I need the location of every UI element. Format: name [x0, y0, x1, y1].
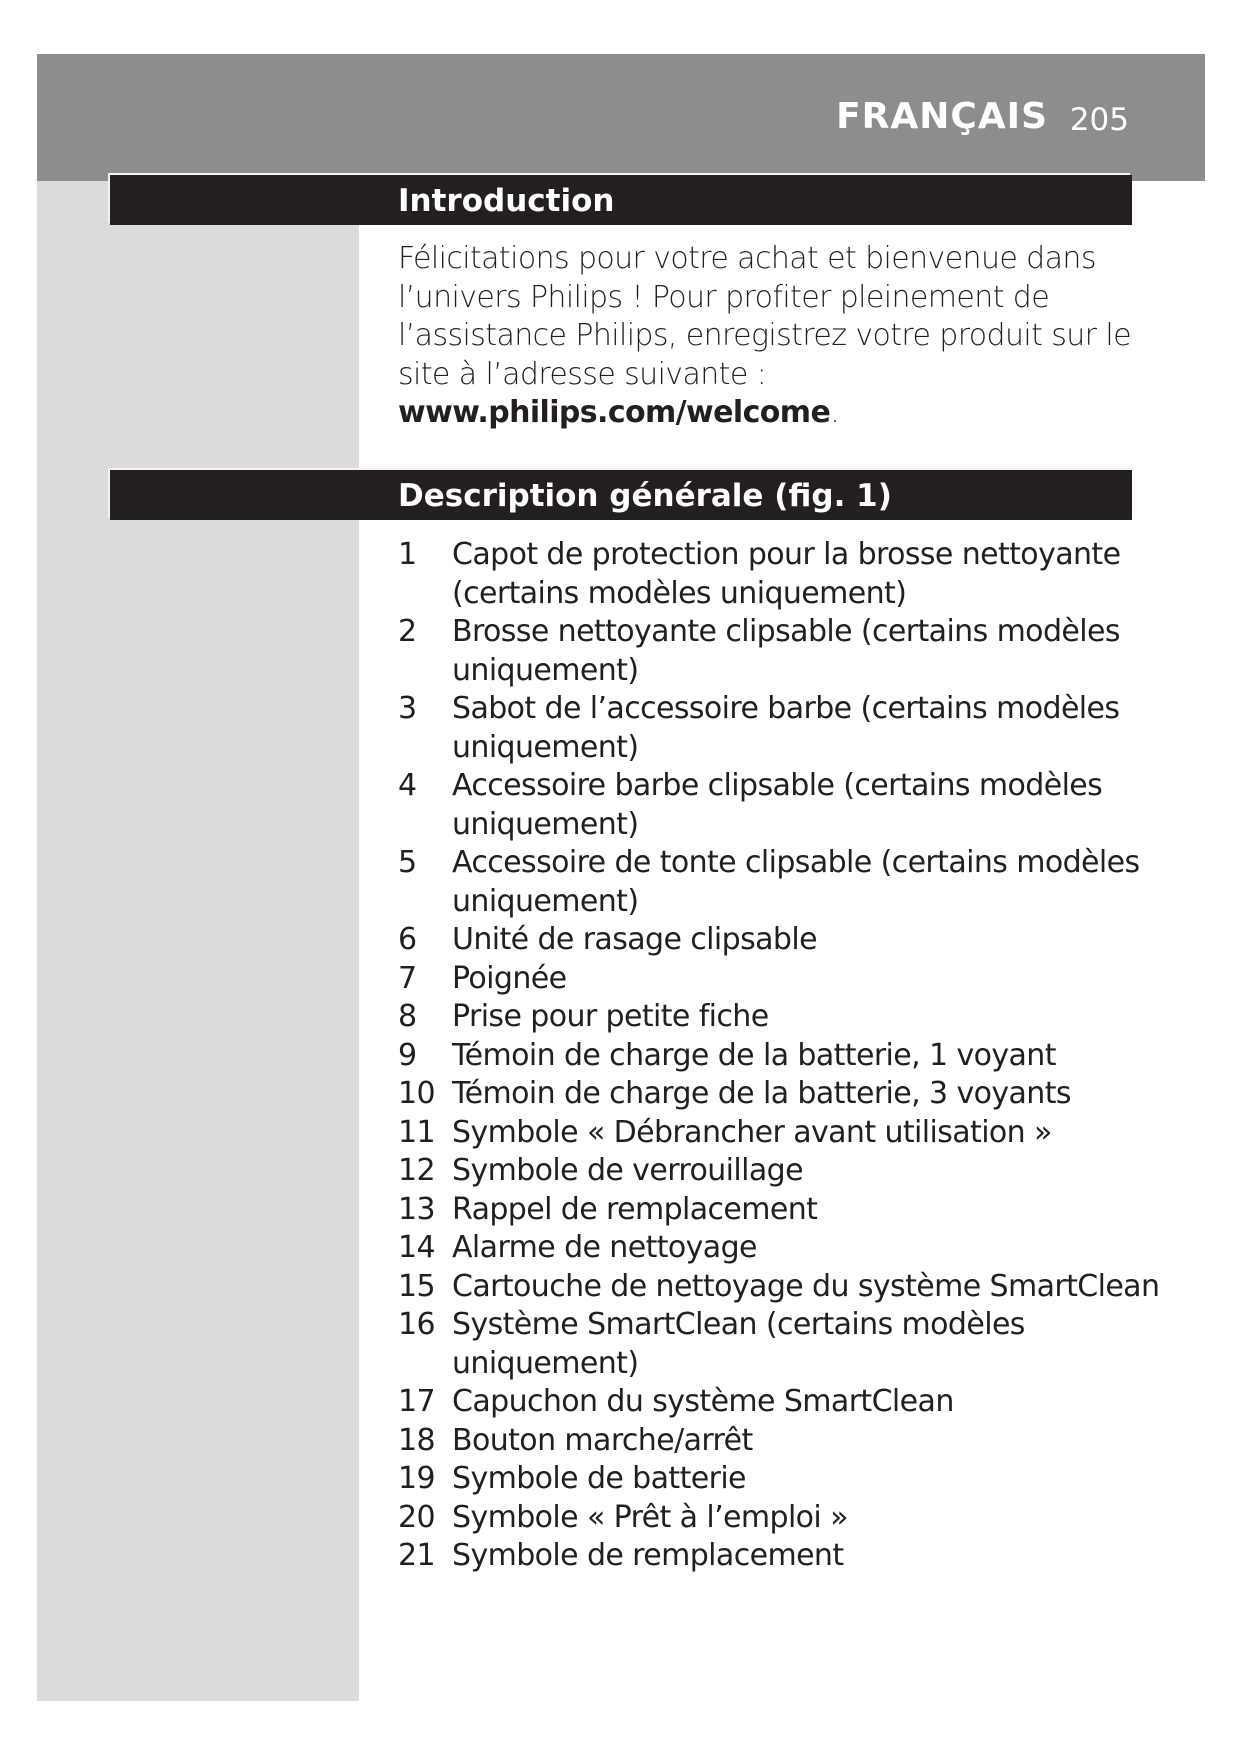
list-item-text: Alarme de nettoyage: [452, 1230, 757, 1265]
list-item: [398, 690, 1198, 767]
list-item-number: 5: [398, 845, 417, 880]
language-label: FRANÇAIS: [836, 96, 1048, 137]
parts-list: [398, 536, 1198, 1576]
introduction-text-end: .: [830, 395, 840, 430]
list-item-text: Accessoire de tonte clipsable (certains modèles uniquement): [452, 845, 1140, 919]
list-item: [398, 613, 1198, 690]
list-item: [398, 1537, 1198, 1576]
list-item-number: 19: [398, 1461, 435, 1496]
list-item-text: Symbole « Prêt à l’emploi »: [452, 1499, 848, 1535]
list-item-number: 11: [398, 1114, 435, 1150]
list-item: [398, 1383, 1198, 1422]
list-item-number: 9: [398, 1037, 417, 1073]
list-item-number: 14: [398, 1230, 435, 1265]
list-item-number: 8: [398, 999, 417, 1034]
list-item: [398, 1306, 1198, 1383]
list-item-text: Symbole « Débrancher avant utilisation »: [452, 1114, 1052, 1150]
list-item: [398, 1114, 1198, 1153]
list-item-text: Bouton marche/arrêt: [452, 1422, 753, 1458]
list-item-number: 13: [398, 1191, 435, 1227]
list-item: [398, 536, 1198, 613]
list-item: [398, 1075, 1198, 1114]
list-item-number: 15: [398, 1268, 435, 1304]
description-heading: Description générale (fig. 1): [398, 478, 892, 514]
list-item: [398, 1268, 1198, 1307]
list-item-text: Symbole de verrouillage: [452, 1153, 803, 1188]
list-item: [398, 1229, 1198, 1268]
list-item-number: 21: [398, 1538, 435, 1573]
page-number: 205: [1069, 102, 1129, 138]
list-item-text: Symbole de batterie: [452, 1461, 746, 1496]
introduction-heading: Introduction: [398, 183, 615, 219]
list-item: [398, 998, 1198, 1037]
list-item: [398, 1422, 1198, 1461]
list-item-text: Cartouche de nettoyage du système SmartClean: [452, 1268, 1160, 1304]
list-item: [398, 844, 1198, 921]
list-item-number: 18: [398, 1422, 435, 1458]
list-item-number: 10: [398, 1076, 435, 1111]
list-item-text: Témoin de charge de la batterie, 3 voyants: [452, 1076, 1071, 1111]
list-item-text: Brosse nettoyante clipsable (certains modèles uniquement): [452, 614, 1120, 688]
list-item: [398, 767, 1198, 844]
list-item-number: 2: [398, 614, 417, 649]
list-item-number: 6: [398, 922, 417, 957]
list-item: [398, 1460, 1198, 1499]
list-item: [398, 1037, 1198, 1076]
list-item-text: Capot de protection pour la brosse nettoyante (certains modèles uniquement): [452, 537, 1121, 611]
list-item-number: 7: [398, 960, 417, 996]
list-item-number: 17: [398, 1384, 435, 1419]
description-heading-bar: [110, 470, 1132, 520]
list-item-text: Rappel de remplacement: [452, 1191, 818, 1227]
list-item-text: Accessoire barbe clipsable (certains modèles uniquement): [452, 768, 1103, 842]
list-item-text: Poignée: [452, 960, 567, 996]
list-item-number: 3: [398, 691, 417, 726]
list-item-text: Témoin de charge de la batterie, 1 voyant: [452, 1037, 1056, 1073]
list-item-text: Sabot de l’accessoire barbe (certains modèles uniquement): [452, 691, 1120, 765]
list-item-text: Unité de rasage clipsable: [452, 922, 817, 957]
list-item-text: Capuchon du système SmartClean: [452, 1384, 954, 1419]
list-item: [398, 1191, 1198, 1230]
list-item-text: Système SmartClean (certains modèles uniquement): [452, 1307, 1025, 1381]
list-item: [398, 1152, 1198, 1191]
list-item-number: 20: [398, 1499, 435, 1535]
left-margin-panel: [37, 181, 359, 1701]
list-item-number: 16: [398, 1307, 435, 1342]
introduction-heading-bar: [110, 175, 1132, 225]
list-item: [398, 960, 1198, 999]
introduction-text: Félicitations pour votre achat et bienvenue dans l’univers Philips ! Pour profiter pleinement de l’assistance Philips, enregistrez votre produit sur le site à l’adresse suivante :: [398, 241, 1131, 392]
list-item-number: 4: [398, 768, 417, 803]
welcome-url-link[interactable]: www.philips.com/welcome: [398, 395, 831, 430]
list-item: [398, 1499, 1198, 1538]
list-item-text: Prise pour petite fiche: [452, 999, 769, 1034]
list-item-number: 12: [398, 1153, 435, 1188]
list-item-text: Symbole de remplacement: [452, 1538, 844, 1573]
introduction-paragraph: [398, 240, 1138, 433]
list-item: [398, 921, 1198, 960]
list-item-number: 1: [398, 537, 417, 572]
